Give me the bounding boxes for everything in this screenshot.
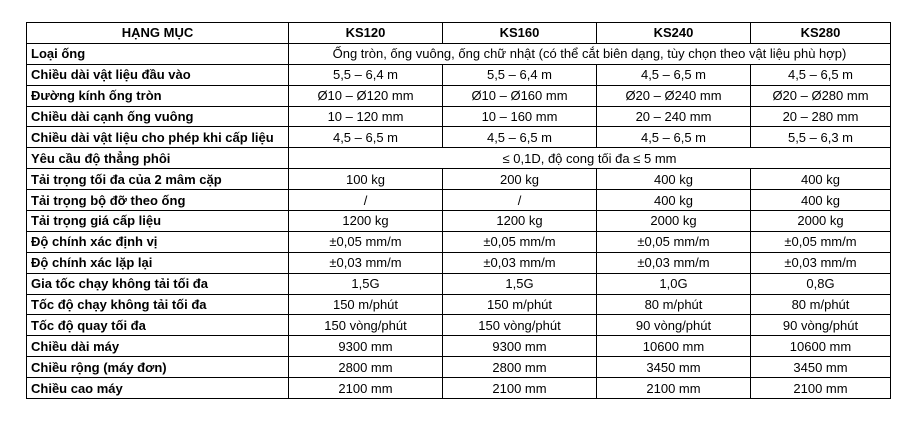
table-cell: 4,5 – 6,5 m xyxy=(289,127,443,148)
table-cell: 4,5 – 6,5 m xyxy=(597,64,751,85)
table-row xyxy=(27,190,891,211)
table-cell: 10600 mm xyxy=(751,336,891,357)
table-cell: 2100 mm xyxy=(597,378,751,399)
table-body xyxy=(27,43,891,398)
table-cell: 1200 kg xyxy=(443,211,597,232)
table-row xyxy=(27,336,891,357)
header-ks240: KS240 xyxy=(597,23,751,44)
row-label: Chiều rộng (máy đơn) xyxy=(27,357,289,378)
table-row xyxy=(27,148,891,169)
table-cell: 9300 mm xyxy=(289,336,443,357)
table-cell: 150 m/phút xyxy=(443,294,597,315)
table-cell: 2800 mm xyxy=(443,357,597,378)
table-cell: 10 – 120 mm xyxy=(289,106,443,127)
table-cell: 400 kg xyxy=(597,169,751,190)
table-cell: 2100 mm xyxy=(443,378,597,399)
table-cell: ±0,03 mm/m xyxy=(751,252,891,273)
merged-cell: ≤ 0,1D, độ cong tối đa ≤ 5 mm xyxy=(289,148,891,169)
spec-table xyxy=(26,22,891,399)
table-cell: ±0,05 mm/m xyxy=(289,231,443,252)
row-label: Tải trọng giá cấp liệu xyxy=(27,211,289,232)
row-label: Chiều dài máy xyxy=(27,336,289,357)
table-header-row xyxy=(27,23,891,44)
table-row xyxy=(27,273,891,294)
header-ks120: KS120 xyxy=(289,23,443,44)
table-cell: 4,5 – 6,5 m xyxy=(751,64,891,85)
table-row xyxy=(27,231,891,252)
table-row xyxy=(27,85,891,106)
table-row xyxy=(27,357,891,378)
table-cell: 1,0G xyxy=(597,273,751,294)
row-label: Tải trọng tối đa của 2 mâm cặp xyxy=(27,169,289,190)
table-cell: 10 – 160 mm xyxy=(443,106,597,127)
table-cell: Ø10 – Ø160 mm xyxy=(443,85,597,106)
table-cell: ±0,05 mm/m xyxy=(443,231,597,252)
table-cell: 150 m/phút xyxy=(289,294,443,315)
row-label: Chiều cao máy xyxy=(27,378,289,399)
row-label: Chiều dài cạnh ống vuông xyxy=(27,106,289,127)
table-cell: 2000 kg xyxy=(751,211,891,232)
table-cell: 2100 mm xyxy=(289,378,443,399)
merged-cell: Ống tròn, ống vuông, ống chữ nhật (có thể cắt biên dạng, tùy chọn theo vật liệu phù hợp) xyxy=(289,43,891,64)
table-cell: ±0,03 mm/m xyxy=(289,252,443,273)
table-cell: 1,5G xyxy=(443,273,597,294)
row-label: Gia tốc chạy không tải tối đa xyxy=(27,273,289,294)
table-cell: ±0,03 mm/m xyxy=(597,252,751,273)
row-label: Độ chính xác lặp lại xyxy=(27,252,289,273)
row-label: Tốc độ chạy không tải tối đa xyxy=(27,294,289,315)
table-cell: 400 kg xyxy=(597,190,751,211)
table-cell: Ø10 – Ø120 mm xyxy=(289,85,443,106)
table-cell: 150 vòng/phút xyxy=(289,315,443,336)
table-cell: 90 vòng/phút xyxy=(597,315,751,336)
table-cell: ±0,05 mm/m xyxy=(751,231,891,252)
table-cell: 5,5 – 6,4 m xyxy=(443,64,597,85)
table-cell: 2100 mm xyxy=(751,378,891,399)
table-cell: 3450 mm xyxy=(751,357,891,378)
table-cell: ±0,03 mm/m xyxy=(443,252,597,273)
table-cell: 200 kg xyxy=(443,169,597,190)
table-row xyxy=(27,127,891,148)
table-cell: 20 – 240 mm xyxy=(597,106,751,127)
table-cell: 150 vòng/phút xyxy=(443,315,597,336)
table-cell: 0,8G xyxy=(751,273,891,294)
table-row xyxy=(27,378,891,399)
table-cell: 5,5 – 6,3 m xyxy=(751,127,891,148)
table-cell: ±0,05 mm/m xyxy=(597,231,751,252)
table-cell: 4,5 – 6,5 m xyxy=(597,127,751,148)
table-cell: Ø20 – Ø280 mm xyxy=(751,85,891,106)
table-cell: 80 m/phút xyxy=(751,294,891,315)
table-cell: 100 kg xyxy=(289,169,443,190)
table-row xyxy=(27,294,891,315)
table-row xyxy=(27,64,891,85)
row-label: Loại ống xyxy=(27,43,289,64)
table-cell: 2000 kg xyxy=(597,211,751,232)
row-label: Tải trọng bộ đỡ theo ống xyxy=(27,190,289,211)
spec-table-wrapper xyxy=(26,22,891,399)
row-label: Độ chính xác định vị xyxy=(27,231,289,252)
table-row xyxy=(27,106,891,127)
row-label: Đường kính ống tròn xyxy=(27,85,289,106)
table-row xyxy=(27,211,891,232)
table-cell: 90 vòng/phút xyxy=(751,315,891,336)
table-cell: / xyxy=(289,190,443,211)
table-cell: 400 kg xyxy=(751,169,891,190)
header-item: HẠNG MỤC xyxy=(27,23,289,44)
table-cell: 80 m/phút xyxy=(597,294,751,315)
table-cell: 5,5 – 6,4 m xyxy=(289,64,443,85)
table-cell: 1,5G xyxy=(289,273,443,294)
table-cell: 9300 mm xyxy=(443,336,597,357)
row-label: Chiều dài vật liệu cho phép khi cấp liệu xyxy=(27,127,289,148)
table-cell: 3450 mm xyxy=(597,357,751,378)
header-ks280: KS280 xyxy=(751,23,891,44)
table-row xyxy=(27,169,891,190)
table-cell: 4,5 – 6,5 m xyxy=(443,127,597,148)
table-cell: 400 kg xyxy=(751,190,891,211)
table-cell: Ø20 – Ø240 mm xyxy=(597,85,751,106)
table-row xyxy=(27,252,891,273)
header-ks160: KS160 xyxy=(443,23,597,44)
table-cell: 2800 mm xyxy=(289,357,443,378)
row-label: Yêu cầu độ thẳng phôi xyxy=(27,148,289,169)
row-label: Tốc độ quay tối đa xyxy=(27,315,289,336)
table-cell: 10600 mm xyxy=(597,336,751,357)
table-row xyxy=(27,43,891,64)
table-cell: 1200 kg xyxy=(289,211,443,232)
row-label: Chiều dài vật liệu đầu vào xyxy=(27,64,289,85)
table-cell: 20 – 280 mm xyxy=(751,106,891,127)
table-row xyxy=(27,315,891,336)
table-cell: / xyxy=(443,190,597,211)
